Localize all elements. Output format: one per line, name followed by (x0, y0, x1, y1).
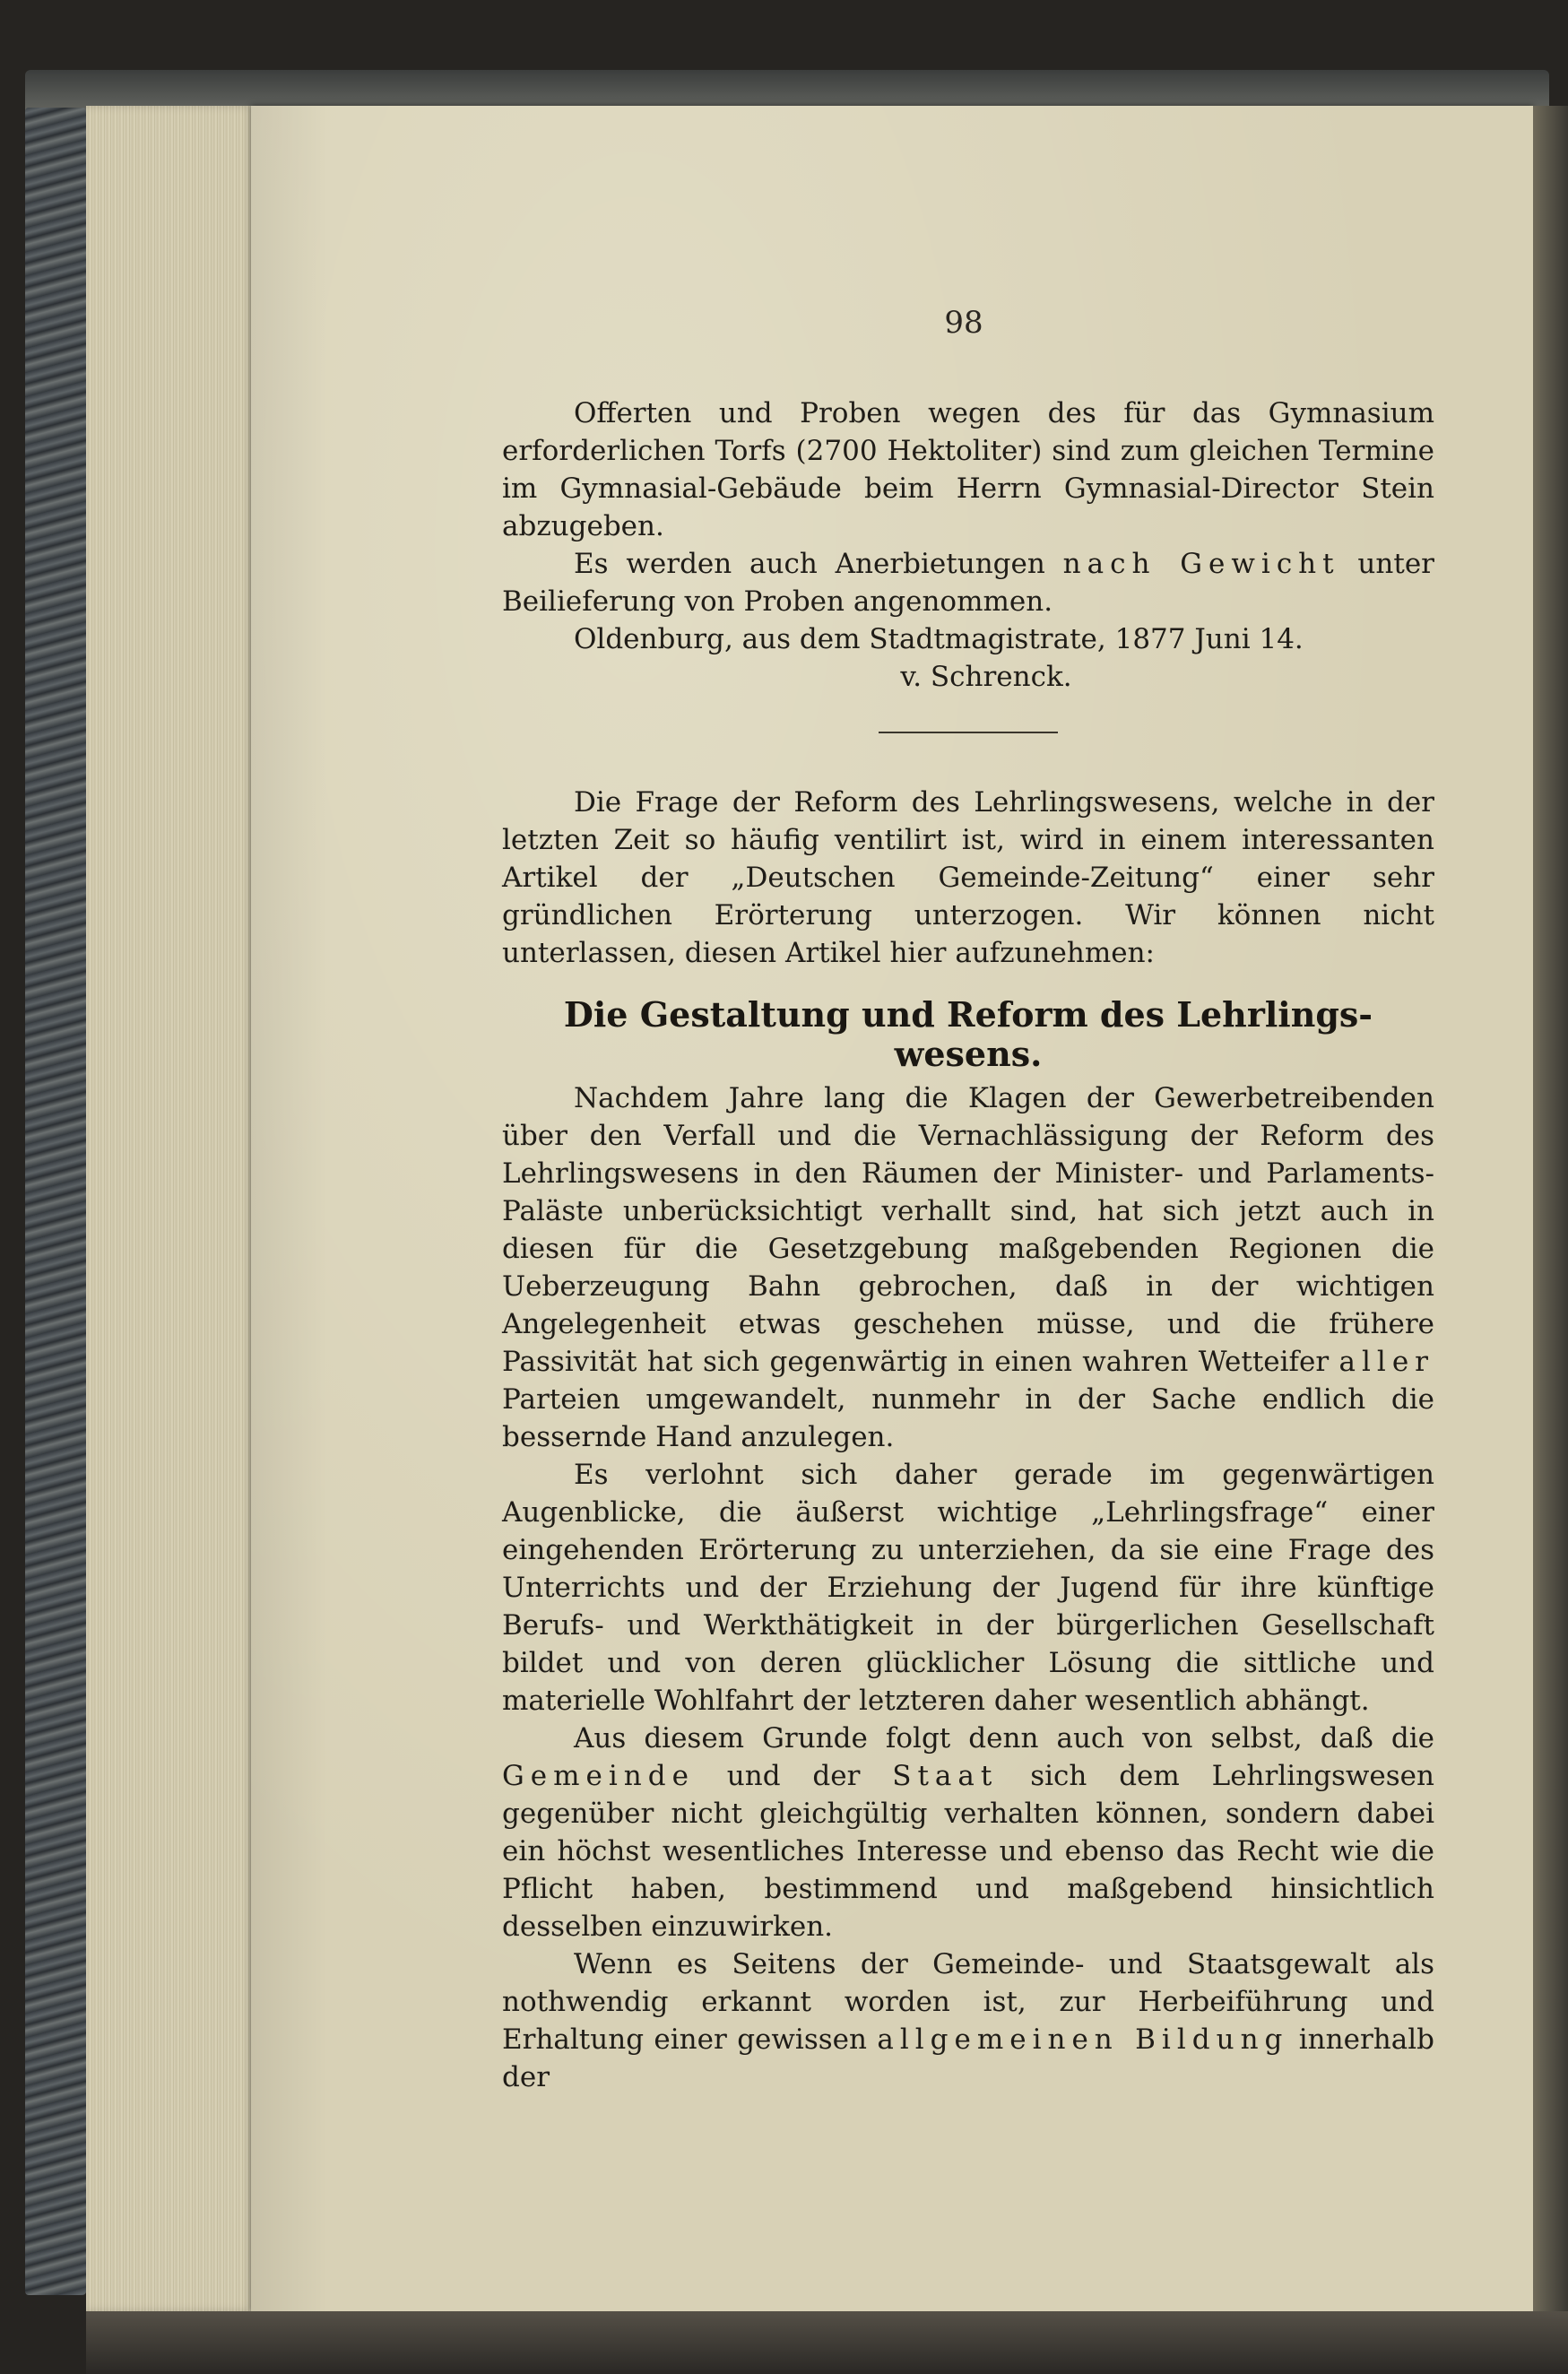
article-p1-end: Parteien umgewandelt, nunmehr in der Sache endlich die bessernde Hand anzulegen. (502, 1383, 1434, 1453)
article-p4-spaced: allgemeinen Bildung (877, 2023, 1289, 2056)
article-heading-line-1: Die Gestaltung und Reform des Lehrlings- (563, 994, 1373, 1035)
notice-p2-start: Es werden auch Anerbietungen (574, 548, 1063, 580)
article-p3-mid: und der (694, 1760, 893, 1792)
notice-signature: v. Schrenck. (900, 661, 1072, 693)
book-cover-spine (25, 108, 86, 2295)
page-bottom-edge (86, 2311, 1568, 2374)
notice-dateline: Oldenburg, aus dem Stadtmagistrate, 1877 Juni 14. (574, 623, 1304, 655)
article-p3-spaced-1: Gemeinde (502, 1760, 695, 1792)
notice-p2-spaced: nach Gewicht (1062, 548, 1340, 580)
article-paragraph-1 (502, 1079, 1434, 1456)
article-p4-end: innerhalb der (502, 2023, 1434, 2093)
article-p3-end: sich dem Lehrlingswesen gegenüber nicht gleichgültig verhalten können, sondern dabei ein höchst wesentliches Interesse und ebenso das Recht wie die Pflicht haben, bestimmend und maßgebend hinsichtlich desselben einzuwirken. (502, 1760, 1434, 1943)
article-p3-spaced-2: Staat (892, 1760, 999, 1792)
page-right-edge (1533, 106, 1568, 2311)
article-heading (502, 995, 1434, 1074)
article-heading-line-2: wesens. (894, 1034, 1043, 1074)
article-paragraph-2: Es verlohnt sich daher gerade im gegenwärtigen Augenblicke, die äußerst wichtige „Lehrlingsfrage“ einer eingehenden Erörterung zu unterziehen, da sie eine Frage des Unterrichts und der Erziehung der Jugend für ihre künftige Berufs- und Werkthätigkeit in der bürgerlichen Gesellschaft bildet und von deren glücklicher Lösung die sittliche und materielle Wohlfahrt der letzteren daher wesentlich abhängt. (502, 1459, 1434, 1717)
page-edges-stack (86, 106, 256, 2311)
section-divider (879, 732, 1058, 733)
notice-paragraph-2 (502, 545, 1434, 620)
article-p3-start: Aus diesem Grunde folgt denn auch von selbst, daß die (574, 1722, 1434, 1755)
notice-p2-end: unter Beilieferung von Proben angenommen. (502, 548, 1434, 618)
intro-paragraph: Die Frage der Reform des Lehrlingswesens, welche in der letzten Zeit so häufig ventilirt ist, wird in einem interessanten Artikel der „Deutschen Gemeinde-Zeitung“ einer sehr gründlichen Erörterung unterzogen. Wir können nicht unterlassen, diesen Artikel hier aufzunehmen: (502, 786, 1434, 969)
article-p1-start: Nachdem Jahre lang die Klagen der Gewerbetreibenden über den Verfall und die Vernachlässigung der Reform des Lehrlingswesens in den Räumen der Minister- und Parlaments-Paläste unberücksichtigt verhallt sind, hat sich jetzt auch in diesen für die Gesetzgebung maßgebenden Regionen die Ueberzeugung Bahn gebrochen, daß in der wichtigen Angelegenheit etwas geschehen müsse, und die frühere Passivität hat sich gegenwärtig in einen wahren Wetteifer (502, 1082, 1434, 1378)
notice-section (502, 394, 1434, 696)
article-paragraph-4 (502, 1945, 1434, 2096)
notice-paragraph-1: Offerten und Proben wegen des für das Gymnasium erforderlichen Torfs (2700 Hektoliter) sind zum gleichen Termine im Gymnasial-Gebäude beim Herrn Gymnasial-Director Stein abzugeben. (502, 397, 1434, 542)
article-p1-spaced: aller (1338, 1346, 1434, 1378)
text-block (502, 305, 1434, 2096)
article-p4-start: Wenn es Seitens der Gemeinde- und Staatsgewalt als nothwendig erkannt worden ist, zur Herbeiführung und Erhaltung einer gewissen (502, 1948, 1434, 2056)
page-number: 98 (944, 305, 983, 341)
article-paragraph-3 (502, 1720, 1434, 1945)
